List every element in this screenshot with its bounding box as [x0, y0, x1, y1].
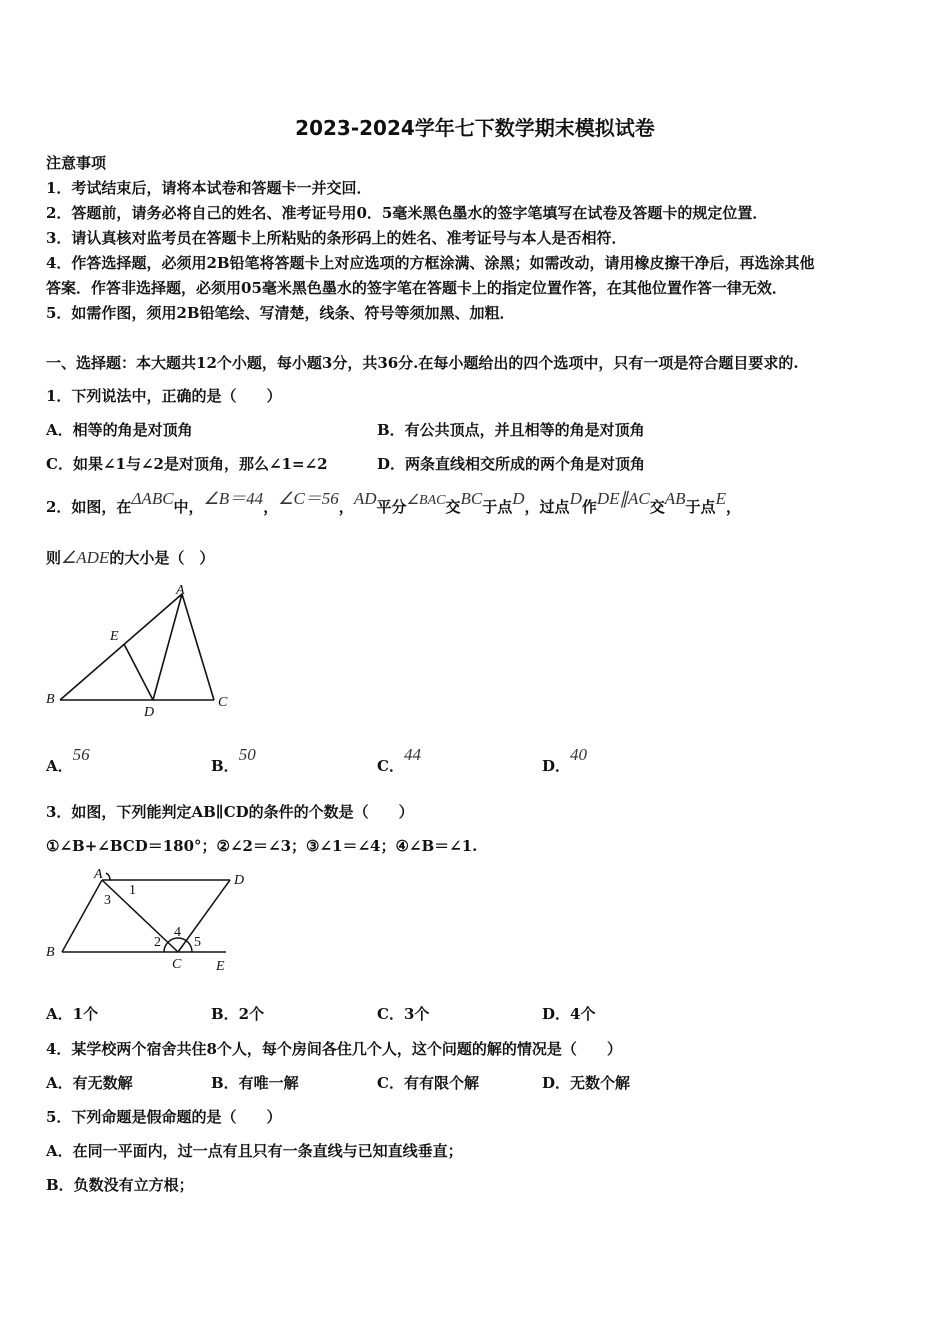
q3-option-b: B．2个 [211, 1005, 265, 1023]
q2-option-letter: B． [211, 757, 239, 775]
q2-option-letter: A． [46, 757, 73, 775]
label-e: E [216, 959, 225, 974]
q3-conditions: ①∠B+∠BCD＝180°；②∠2＝∠3；③∠1＝∠4；④∠B＝∠1. [46, 837, 478, 855]
q5-stem: 5．下列命题是假命题的是（ ） [46, 1108, 282, 1126]
label-a: A [94, 867, 103, 882]
q5-option-b: B．负数没有立方根； [46, 1176, 194, 1194]
q2-option-letter: D． [542, 757, 571, 775]
segment-de [124, 644, 153, 700]
q4-option-b: B．有唯一解 [211, 1074, 299, 1092]
q5-option-a: A．在同一平面内，过一点有且只有一条直线与已知直线垂直； [46, 1142, 463, 1160]
q2-math: D [569, 489, 582, 508]
q3-option-a: A．1个 [46, 1005, 99, 1023]
notice-item: 1．考试结束后，请将本试卷和答题卡一并交回． [46, 179, 372, 197]
section-heading: 一、选择题：本大题共12个小题，每小题3分，共36分.在每小题给出的四个选项中，只有一项是符合题目要求的. [46, 354, 799, 372]
label-angle-2: 2 [154, 935, 161, 950]
q2-text: ， [338, 498, 354, 516]
q2-math: ∠C＝56 [278, 489, 339, 508]
label-angle-5: 5 [194, 935, 201, 950]
q3-option-d: D．4个 [542, 1005, 596, 1023]
q2-math: ∠B＝44 [203, 489, 264, 508]
q2-math: AB [664, 489, 686, 508]
q2-text: 于点 [685, 498, 716, 516]
q2-math: DE∥AC [596, 489, 650, 508]
q2-option-value: 44 [403, 745, 421, 764]
q2-math: E [715, 489, 726, 508]
label-e: E [110, 629, 119, 644]
q2-math: D [512, 489, 525, 508]
angle-arc [164, 938, 192, 952]
q2-text: 于点 [482, 498, 513, 516]
segment-ac [182, 594, 214, 700]
q2-text: ，过点 [524, 498, 570, 516]
q2-text: ， [263, 498, 279, 516]
label-angle-1: 1 [129, 883, 136, 898]
notice-item: 2．答题前，请务必将自己的姓名、准考证号用0．5毫米黑色墨水的签字笔填写在试卷及答题卡的规定位置． [46, 204, 768, 222]
q3-stem: 3．如图，下列能判定AB∥CD的条件的个数是（ ） [46, 803, 414, 821]
segment-ab [62, 880, 102, 952]
q2-text: 中， [173, 498, 204, 516]
q2-math: AD [353, 489, 377, 508]
q2-text: 则 [46, 549, 62, 567]
q2-text: ， [725, 498, 741, 516]
q2-math: BC [460, 489, 483, 508]
q2-option-c [377, 744, 421, 775]
q3-parallelogram-figure [40, 864, 250, 978]
q2-triangle-figure [40, 582, 240, 722]
label-d: D [144, 705, 155, 720]
q2-option-d [542, 744, 588, 775]
label-angle-4: 4 [174, 925, 181, 940]
q3-option-c: C．3个 [377, 1005, 430, 1023]
q4-option-d: D．无数个解 [542, 1074, 631, 1092]
q2-text: 平分 [376, 498, 407, 516]
page-title: 2023-2024学年七下数学期末模拟试卷 [295, 116, 655, 140]
label-b: B [46, 945, 55, 960]
label-c: C [218, 695, 228, 710]
label-d: D [234, 873, 245, 888]
q2-option-b [211, 744, 256, 775]
q2-option-value: 56 [72, 745, 90, 764]
q4-option-a: A．有无数解 [46, 1074, 133, 1092]
label-b: B [46, 692, 55, 707]
q2-stem [46, 489, 741, 517]
segment-ad [153, 594, 182, 700]
q2-option-letter: C． [377, 757, 404, 775]
q4-stem: 4．某学校两个宿舍共住8个人，每个房间各住几个人，这个问题的解的情况是（ ） [46, 1040, 622, 1058]
notice-heading: 注意事项 [46, 154, 107, 172]
q2-text: 作 [581, 498, 597, 516]
label-a: A [176, 583, 185, 598]
q1-option-d: D．两条直线相交所成的两个角是对顶角 [377, 455, 646, 473]
q2-math: ΔABC [131, 489, 174, 508]
angle-arc [106, 873, 110, 880]
q2-stem-line2 [46, 547, 214, 568]
notice-item: 答案．作答非选择题，必须用05毫米黑色墨水的签字笔在答题卡上的指定位置作答，在其他位置作答一律无效． [46, 279, 787, 297]
q1-option-c: C．如果∠1与∠2是对顶角，那么∠1=∠2 [46, 455, 328, 473]
label-angle-3: 3 [104, 893, 111, 908]
segment-ba [60, 594, 182, 700]
q2-option-a [46, 744, 90, 775]
q2-option-value: 50 [238, 745, 256, 764]
q2-option-value: 40 [570, 745, 588, 764]
q2-math: ∠ADE [61, 548, 110, 567]
q1-option-a: A．相等的角是对顶角 [46, 421, 193, 439]
q2-text: 交 [649, 498, 665, 516]
notice-item: 5．如需作图，须用2B铅笔绘、写清楚，线条、符号等须加黑、加粗． [46, 304, 515, 322]
q4-option-c: C．有有限个解 [377, 1074, 479, 1092]
q2-text: 的大小是（ ） [109, 549, 215, 567]
notice-item: 3．请认真核对监考员在答题卡上所粘贴的条形码上的姓名、准考证号与本人是否相符． [46, 229, 627, 247]
label-c: C [172, 957, 182, 972]
segment-ac [102, 880, 178, 952]
q2-text: 2．如图，在 [46, 498, 132, 516]
q1-option-b: B．有公共顶点，并且相等的角是对顶角 [377, 421, 645, 439]
notice-item: 4．作答选择题，必须用2B铅笔将答题卡上对应选项的方框涂满、涂黑；如需改动，请用橡皮擦干净后，再选涂其他 [46, 254, 815, 272]
q2-math: ∠BAC [406, 493, 446, 508]
q1-stem: 1．下列说法中，正确的是（ ） [46, 387, 282, 405]
q2-text: 交 [445, 498, 461, 516]
